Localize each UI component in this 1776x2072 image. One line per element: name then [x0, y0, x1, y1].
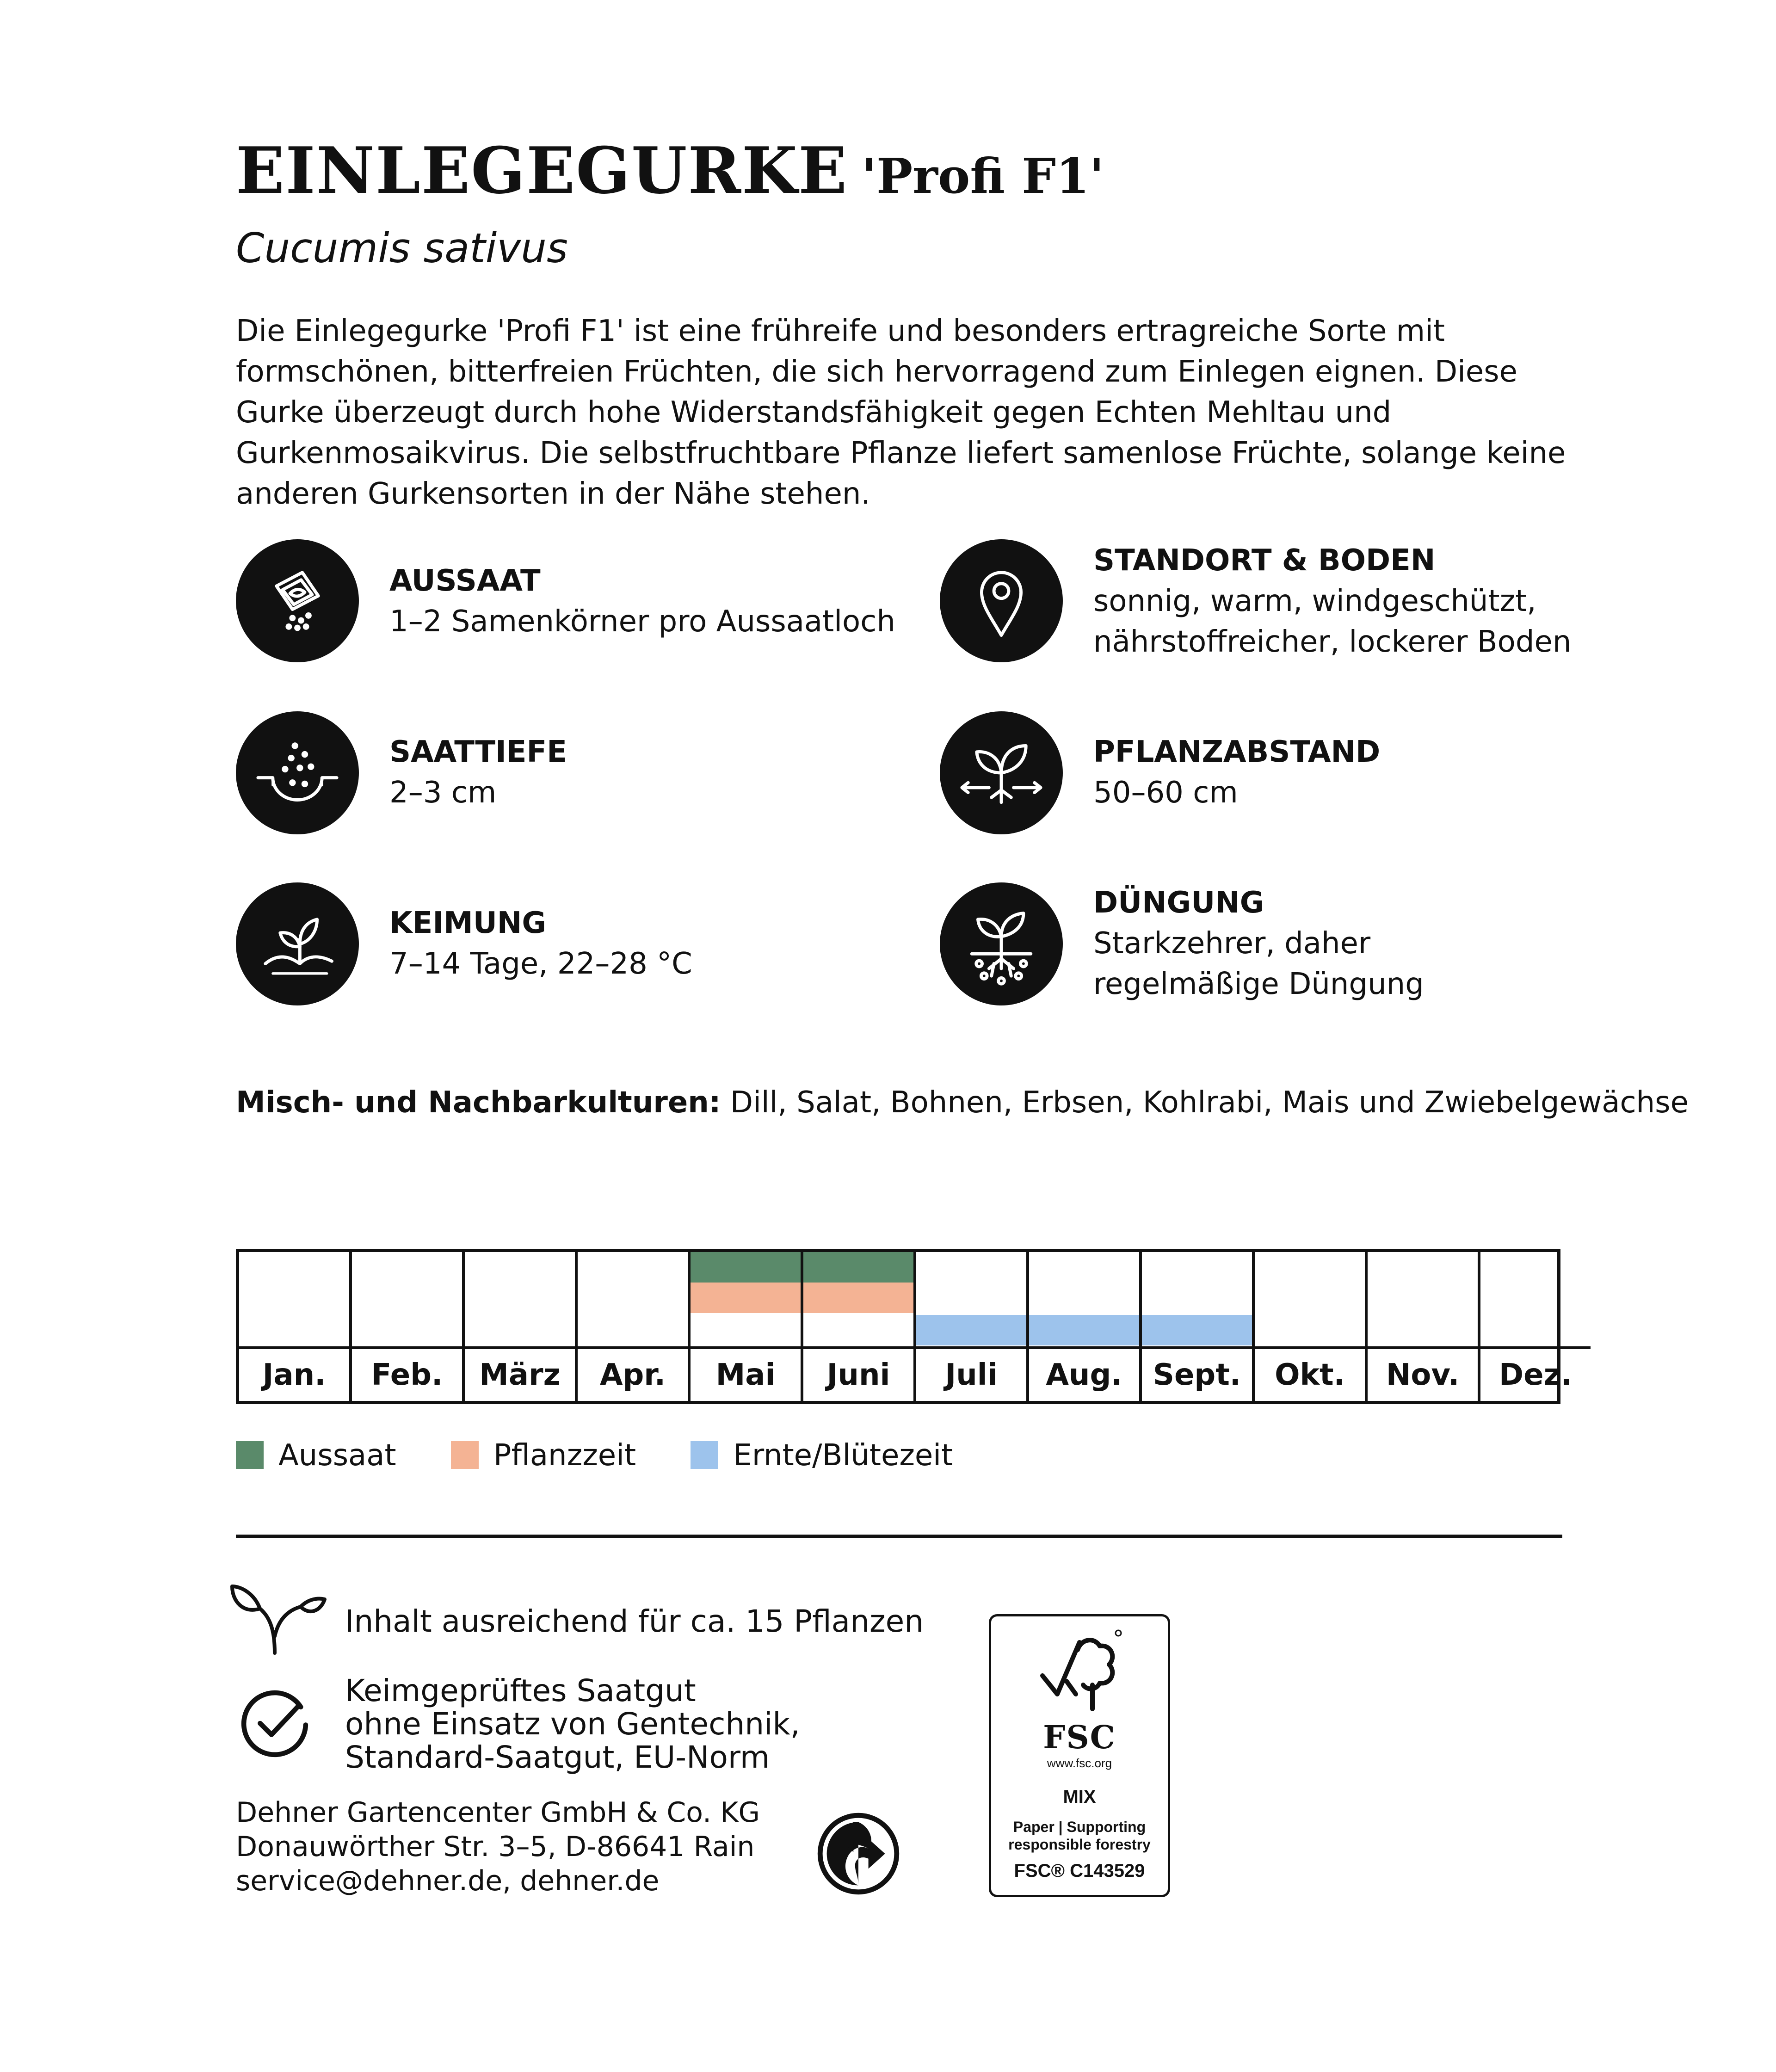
- quality-line-1: Keimgeprüftes Saatgut: [345, 1673, 696, 1708]
- feature-title-duengung: DÜNGUNG: [1093, 886, 1264, 920]
- month-label: Nov.: [1368, 1346, 1478, 1401]
- quality-line-3: Standard-Saatgut, EU-Norm: [345, 1739, 770, 1775]
- feature-title-keimung: KEIMUNG: [389, 906, 546, 940]
- companion-label: Misch- und Nachbarkulturen:: [236, 1085, 721, 1120]
- fsc-paper-line-1: Paper | Supporting: [1013, 1819, 1146, 1835]
- legend-swatch-ernte: [691, 1441, 718, 1469]
- product-title: [236, 133, 1104, 208]
- plant-spacing-icon: [940, 711, 1063, 834]
- feature-text-aussaat: 1–2 Samenkörner pro Aussaatloch: [389, 604, 895, 639]
- recycling-icon: [817, 1812, 900, 1897]
- feature-title-standort: STANDORT & BODEN: [1093, 543, 1436, 578]
- feature-title-pflanzabstand: PFLANZABSTAND: [1093, 735, 1381, 769]
- feature-text-keimung: 7–14 Tage, 22–28 °C: [389, 947, 692, 981]
- calendar-month: [1142, 1252, 1255, 1401]
- calendar-month: [803, 1252, 916, 1401]
- month-label: Feb.: [352, 1346, 462, 1401]
- month-label: Juli: [916, 1346, 1026, 1401]
- fsc-tree-check-icon: [991, 1626, 1168, 1720]
- seedling-icon: [236, 882, 359, 1005]
- companion-plants: [236, 1082, 1689, 1123]
- calendar-month: [352, 1252, 465, 1401]
- divider: [236, 1535, 1562, 1538]
- month-label: März: [465, 1346, 575, 1401]
- calendar-month: [916, 1252, 1029, 1401]
- feature-text-standort-1: sonnig, warm, windgeschützt,: [1093, 584, 1536, 618]
- product-description: Die Einlegegurke 'Profi F1' ist eine frühreife und besonders ertragreiche Sorte mit formschönen, bitterfreien Früchten, die sich hervorragend zum Einlegen eignen. Diese Gurke überzeugt durch hohe Widerstandsfähigkeit gegen Echten Mehltau und Gurkenmosaikvirus. Die selbstfruchtbare Pflanze liefert samenlose Früchte, solange keine anderen Gurkensorten in der Nähe stehen.: [236, 314, 1566, 511]
- month-label: Juni: [803, 1346, 913, 1401]
- legend-swatch-pflanzzeit: [451, 1441, 479, 1469]
- calendar-month: [239, 1252, 352, 1401]
- fsc-name: FSC: [1043, 1719, 1116, 1756]
- feature-title-saattiefe: SAATTIEFE: [389, 735, 567, 769]
- legend-label-pflanzzeit: Pflanzzeit: [493, 1438, 636, 1473]
- feature-text-duengung-2: regelmäßige Düngung: [1093, 967, 1424, 1001]
- month-label: Aug.: [1029, 1346, 1139, 1401]
- legend-aussaat: [236, 1438, 396, 1473]
- product-name: EINLEGEGURKE: [236, 133, 848, 208]
- calendar-month: [691, 1252, 803, 1401]
- bar-pflanzzeit: [803, 1283, 913, 1313]
- company-street: Donauwörther Str. 3–5, D-86641 Rain: [236, 1831, 755, 1863]
- calendar-month: [465, 1252, 578, 1401]
- calendar-month: [578, 1252, 691, 1401]
- calendar-grid: [236, 1249, 1572, 1404]
- fsc-mix: MIX: [1063, 1787, 1096, 1807]
- variety-name: 'Profi F1': [862, 148, 1104, 204]
- bar-pflanzzeit: [691, 1283, 801, 1313]
- fsc-code: FSC® C143529: [1014, 1861, 1145, 1881]
- feature-text-standort-2: nährstoffreicher, lockerer Boden: [1093, 625, 1572, 659]
- content-info: Inhalt ausreichend für ca. 15 Pflanzen: [345, 1603, 924, 1639]
- bar-aussaat: [803, 1252, 913, 1283]
- companion-list: Dill, Salat, Bohnen, Erbsen, Kohlrabi, Mais und Zwiebelgewächse: [721, 1085, 1689, 1120]
- bar-aussaat: [691, 1252, 801, 1283]
- calendar-month: [1029, 1252, 1142, 1401]
- feature-text-duengung-1: Starkzehrer, daher: [1093, 926, 1371, 961]
- plants-icon: [228, 1577, 330, 1658]
- sowing-depth-icon: [236, 711, 359, 834]
- legend-swatch-aussaat: [236, 1441, 264, 1469]
- month-label: Okt.: [1255, 1346, 1365, 1401]
- bar-ernte: [1142, 1315, 1252, 1345]
- fsc-url: www.fsc.org: [1047, 1756, 1112, 1770]
- quality-line-2: ohne Einsatz von Gentechnik,: [345, 1706, 800, 1742]
- company-address: [236, 1795, 760, 1898]
- fsc-paper-line-2: responsible forestry: [1008, 1836, 1151, 1853]
- calendar-legend: [236, 1438, 998, 1473]
- bar-ernte: [916, 1315, 1026, 1345]
- month-label: Dez.: [1480, 1346, 1591, 1401]
- calendar-month: [1480, 1252, 1591, 1401]
- month-label: Sept.: [1142, 1346, 1252, 1401]
- month-label: Jan.: [239, 1346, 349, 1401]
- bar-ernte: [1029, 1315, 1139, 1345]
- legend-label-ernte: Ernte/Blütezeit: [733, 1438, 953, 1473]
- fsc-paper: [991, 1818, 1168, 1853]
- month-label: Mai: [691, 1346, 801, 1401]
- legend-ernte: [691, 1438, 953, 1473]
- legend-label-aussaat: Aussaat: [278, 1438, 396, 1473]
- checkmark-circle-icon: [234, 1683, 315, 1766]
- feature-text-pflanzabstand: 50–60 cm: [1093, 776, 1238, 810]
- growing-calendar: [236, 1249, 1572, 1404]
- fertilizer-roots-icon: [940, 882, 1063, 1005]
- latin-name: Cucumis sativus: [236, 224, 568, 272]
- feature-text-saattiefe: 2–3 cm: [389, 776, 497, 810]
- seed-packet-icon: [236, 539, 359, 662]
- month-label: Apr.: [578, 1346, 688, 1401]
- fsc-label: [989, 1614, 1170, 1897]
- legend-pflanzzeit: [451, 1438, 636, 1473]
- feature-title-aussaat: AUSSAAT: [389, 564, 541, 598]
- location-pin-icon: [940, 539, 1063, 662]
- company-contact: service@dehner.de, dehner.de: [236, 1865, 660, 1897]
- company-name: Dehner Gartencenter GmbH & Co. KG: [236, 1796, 760, 1829]
- calendar-month: [1368, 1252, 1480, 1401]
- calendar-month: [1255, 1252, 1368, 1401]
